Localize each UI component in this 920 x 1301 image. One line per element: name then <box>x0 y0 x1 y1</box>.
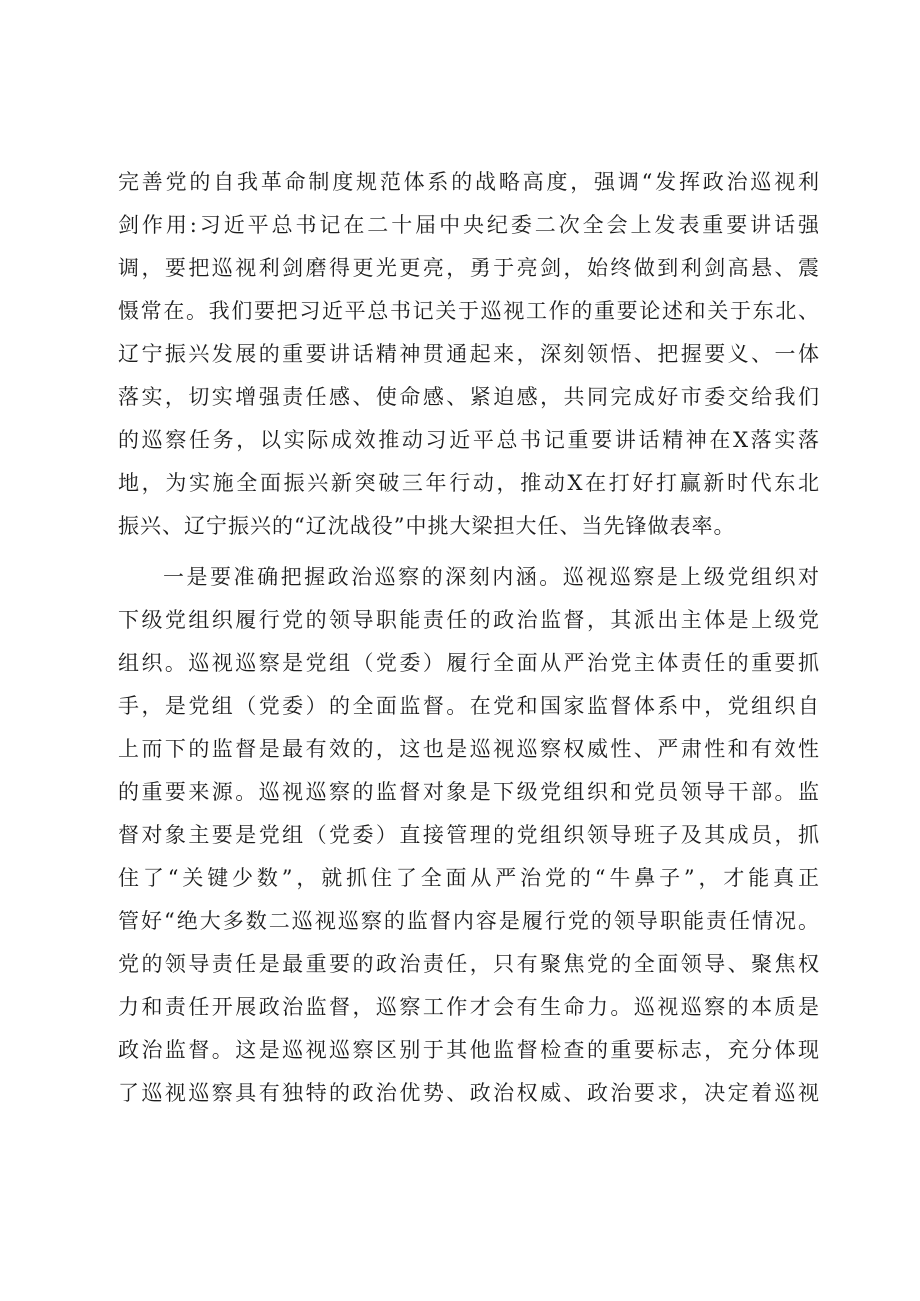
text-line: 的重要来源。巡视巡察的监督对象是下级党组织和党员领导干部。监 <box>118 780 820 804</box>
paragraph <box>118 161 820 548</box>
text-line: 剑作用:习近平总书记在二十届中央纪委二次全会上发表重要讲话强 <box>118 213 820 237</box>
text-line: 一是要准确把握政治巡察的深刻内涵。巡视巡察是上级党组织对 <box>163 565 820 589</box>
text-line: 下级党组织履行党的领导职能责任的政治监督，其派出主体是上级党 <box>118 608 820 632</box>
text-line: 完善党的自我革命制度规范体系的战略高度，强调“发挥政治巡视利 <box>118 170 820 194</box>
text-line: 上而下的监督是最有效的，这也是巡视巡察权威性、严肃性和有效性 <box>118 737 820 761</box>
text-line: 住了“关键少数”，就抓住了全面从严治党的“牛鼻子”，才能真正 <box>118 866 820 890</box>
text-line: 振兴、辽宁振兴的“辽沈战役”中挑大梁担大任、当先锋做表率。 <box>118 514 736 538</box>
text-line: 辽宁振兴发展的重要讲话精神贯通起来，深刻领悟、把握要义、一体 <box>118 342 820 366</box>
text-line: 督对象主要是党组（党委）直接管理的党组织领导班子及其成员，抓 <box>118 823 820 847</box>
paragraph <box>118 556 820 1115</box>
text-line: 的巡察任务，以实际成效推动习近平总书记重要讲话精神在X落实落 <box>118 428 820 452</box>
text-line: 地，为实施全面振兴新突破三年行动，推动X在打好打赢新时代东北 <box>118 471 820 495</box>
text-line: 落实，切实增强责任感、使命感、紧迫感，共同完成好市委交给我们 <box>118 385 820 409</box>
text-line: 了巡视巡察具有独特的政治优势、政治权威、政治要求，决定着巡视 <box>118 1081 820 1105</box>
text-line: 调，要把巡视利剑磨得更光更亮，勇于亮剑，始终做到利剑高悬、震 <box>118 256 820 280</box>
text-line: 手，是党组（党委）的全面监督。在党和国家监督体系中，党组织自 <box>118 694 820 718</box>
document-body <box>118 161 820 1115</box>
text-line: 组织。巡视巡察是党组（党委）履行全面从严治党主体责任的重要抓 <box>118 651 820 675</box>
text-line: 政治监督。这是巡视巡察区别于其他监督检查的重要标志，充分体现 <box>118 1038 820 1062</box>
text-line: 党的领导责任是最重要的政治责任，只有聚焦党的全面领导、聚焦权 <box>118 952 820 976</box>
text-line: 慑常在。我们要把习近平总书记关于巡视工作的重要论述和关于东北、 <box>118 299 820 323</box>
text-line: 力和责任开展政治监督，巡察工作才会有生命力。巡视巡察的本质是 <box>118 995 820 1019</box>
text-line: 管好“绝大多数二巡视巡察的监督内容是履行党的领导职能责任情况。 <box>118 909 820 933</box>
